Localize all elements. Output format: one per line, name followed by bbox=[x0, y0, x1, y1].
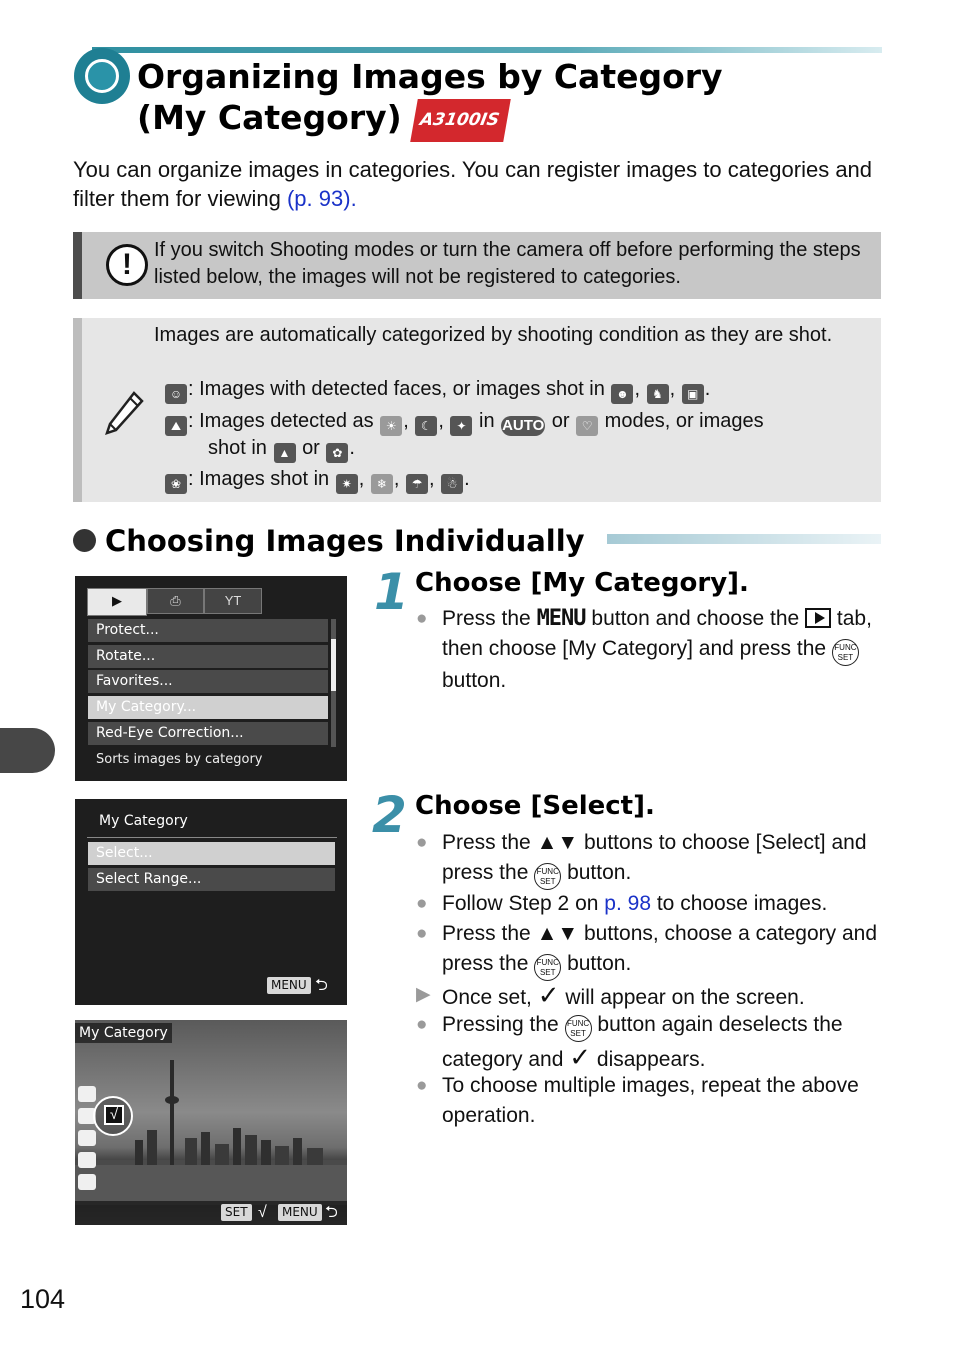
pencil-icon bbox=[104, 390, 144, 436]
back-icon: ⮌ bbox=[315, 977, 328, 994]
foliage-mode-icon: ✿ bbox=[326, 443, 348, 463]
menu-item-protect[interactable]: Protect... bbox=[88, 619, 328, 642]
snow-mode-icon: ❄ bbox=[371, 474, 393, 494]
menu-tabs bbox=[87, 588, 262, 614]
section-rule bbox=[607, 534, 881, 544]
title-line-2: (My Category) bbox=[137, 98, 402, 137]
section-bullet-icon bbox=[73, 529, 96, 552]
chapter-side-tab bbox=[0, 728, 55, 773]
menu-item-select[interactable]: Select... bbox=[88, 842, 335, 865]
menu-button-icon: MENU bbox=[536, 606, 586, 631]
func-set-button-icon: FUNC SET bbox=[565, 1015, 592, 1042]
camera-screen-image-select bbox=[75, 1020, 347, 1225]
screen-title: My Category bbox=[99, 813, 188, 829]
screen-bottom-bar bbox=[75, 1201, 347, 1225]
note-line-landscape: ⛰ : Images detected as ☀ , ☾ , ✦ in AUTO or ♡ modes, or images bbox=[164, 408, 764, 436]
up-down-arrows-icon: ▲▼ bbox=[536, 922, 579, 945]
page-link-98[interactable]: p. 98 bbox=[604, 892, 651, 915]
landscape-mode-icon: ▲ bbox=[274, 443, 296, 463]
menu-hint: Sorts images by category bbox=[96, 752, 263, 767]
smart-auto-icon: ♡ bbox=[576, 416, 598, 436]
smart-shutter-icon: ▣ bbox=[682, 384, 704, 404]
print-tab-icon[interactable]: ⎙ bbox=[147, 588, 204, 614]
category-2-icon bbox=[78, 1174, 96, 1190]
checkmark-icon[interactable]: √ bbox=[104, 1105, 124, 1125]
note-box bbox=[73, 318, 881, 502]
section-circle-icon bbox=[74, 48, 130, 104]
menu-item-red-eye[interactable]: Red-Eye Correction... bbox=[88, 722, 328, 745]
set-button-icon: SET bbox=[221, 1204, 252, 1221]
caution-text: If you switch Shooting modes or turn the camera off before performing the steps listed below, the images will not be registered to categories. bbox=[154, 239, 861, 288]
snowman-mode-icon: ☃ bbox=[441, 474, 463, 494]
step-number-1: 1 bbox=[374, 563, 409, 621]
menu-item-rotate[interactable]: Rotate... bbox=[88, 645, 328, 668]
step-number-2: 2 bbox=[372, 786, 407, 844]
faces-category-icon: ☺ bbox=[165, 384, 187, 404]
title-rule bbox=[92, 47, 882, 53]
func-set-button-icon: FUNC SET bbox=[832, 639, 859, 666]
portrait-mode-icon: ☻ bbox=[611, 384, 633, 404]
step-2-title: Choose [Select]. bbox=[415, 791, 655, 821]
fireworks-mode-icon: ✷ bbox=[336, 474, 358, 494]
title-line-1: Organizing Images by Category bbox=[137, 57, 723, 96]
night-scene-icon: ☾ bbox=[415, 416, 437, 436]
note-intro: Images are automatically categorized by shooting condition as they are shot. bbox=[154, 324, 833, 346]
screen-title: My Category bbox=[75, 1023, 172, 1043]
checkmark-icon: ✓ bbox=[537, 980, 560, 1010]
section-title: Choosing Images Individually bbox=[105, 524, 585, 558]
menu-scrollbar[interactable] bbox=[331, 619, 336, 747]
step-1-title: Choose [My Category]. bbox=[415, 568, 749, 598]
back-icon: ⮌ bbox=[325, 1204, 338, 1221]
sun-scene-icon: ☀ bbox=[380, 416, 402, 436]
divider bbox=[87, 837, 337, 838]
auto-mode-icon: AUTO bbox=[502, 417, 545, 434]
landscape-category-icon: ⛰ bbox=[165, 416, 187, 436]
note-line-events: ❀ : Images shot in ✷ , ❄ , ☂ , ☃ . bbox=[164, 466, 470, 494]
faces-category-icon bbox=[78, 1086, 96, 1102]
menu-item-select-range[interactable]: Select Range... bbox=[88, 868, 335, 891]
menu-item-my-category[interactable]: My Category... bbox=[88, 696, 328, 719]
menu-button-icon: MENU bbox=[278, 1204, 322, 1221]
checkmark-icon: ✓ bbox=[569, 1042, 592, 1072]
camera-screen-my-category bbox=[75, 799, 347, 1005]
caution-box bbox=[73, 232, 881, 299]
camera-screen-playback-menu bbox=[75, 576, 347, 781]
menu-button-icon: MENU bbox=[267, 977, 311, 994]
category-1-icon bbox=[78, 1152, 96, 1168]
check-icon: √ bbox=[258, 1204, 267, 1221]
caution-icon: ! bbox=[106, 244, 148, 286]
events-category-icon: ❀ bbox=[165, 474, 187, 494]
model-badge: A3100IS bbox=[410, 99, 511, 142]
note-line-landscape-2: shot in ▲ or ✿ . bbox=[208, 435, 355, 463]
night-portrait-icon: ✦ bbox=[450, 416, 472, 436]
playback-tab-icon bbox=[805, 608, 831, 628]
menu-item-favorites[interactable]: Favorites... bbox=[88, 670, 328, 693]
events-category-icon bbox=[78, 1130, 96, 1146]
func-set-button-icon: FUNC SET bbox=[534, 863, 561, 890]
page-title bbox=[137, 56, 723, 142]
kids-pets-mode-icon: ♞ bbox=[647, 384, 669, 404]
page-link-93[interactable]: (p. 93) bbox=[286, 186, 351, 211]
beach-mode-icon: ☂ bbox=[406, 474, 428, 494]
intro-paragraph: You can organize images in categories. You can register images to categories and filter them for viewing (p. 93). bbox=[73, 157, 873, 211]
func-set-button-icon: FUNC SET bbox=[534, 954, 561, 981]
page-number: 104 bbox=[20, 1284, 66, 1314]
playback-tab-icon[interactable]: ▶ bbox=[87, 588, 147, 616]
note-line-faces: ☺ : Images with detected faces, or images shot in ☻ , ♞ , ▣ . bbox=[164, 376, 710, 404]
up-down-arrows-icon: ▲▼ bbox=[536, 831, 579, 854]
settings-tab-icon[interactable]: YT bbox=[204, 588, 262, 614]
